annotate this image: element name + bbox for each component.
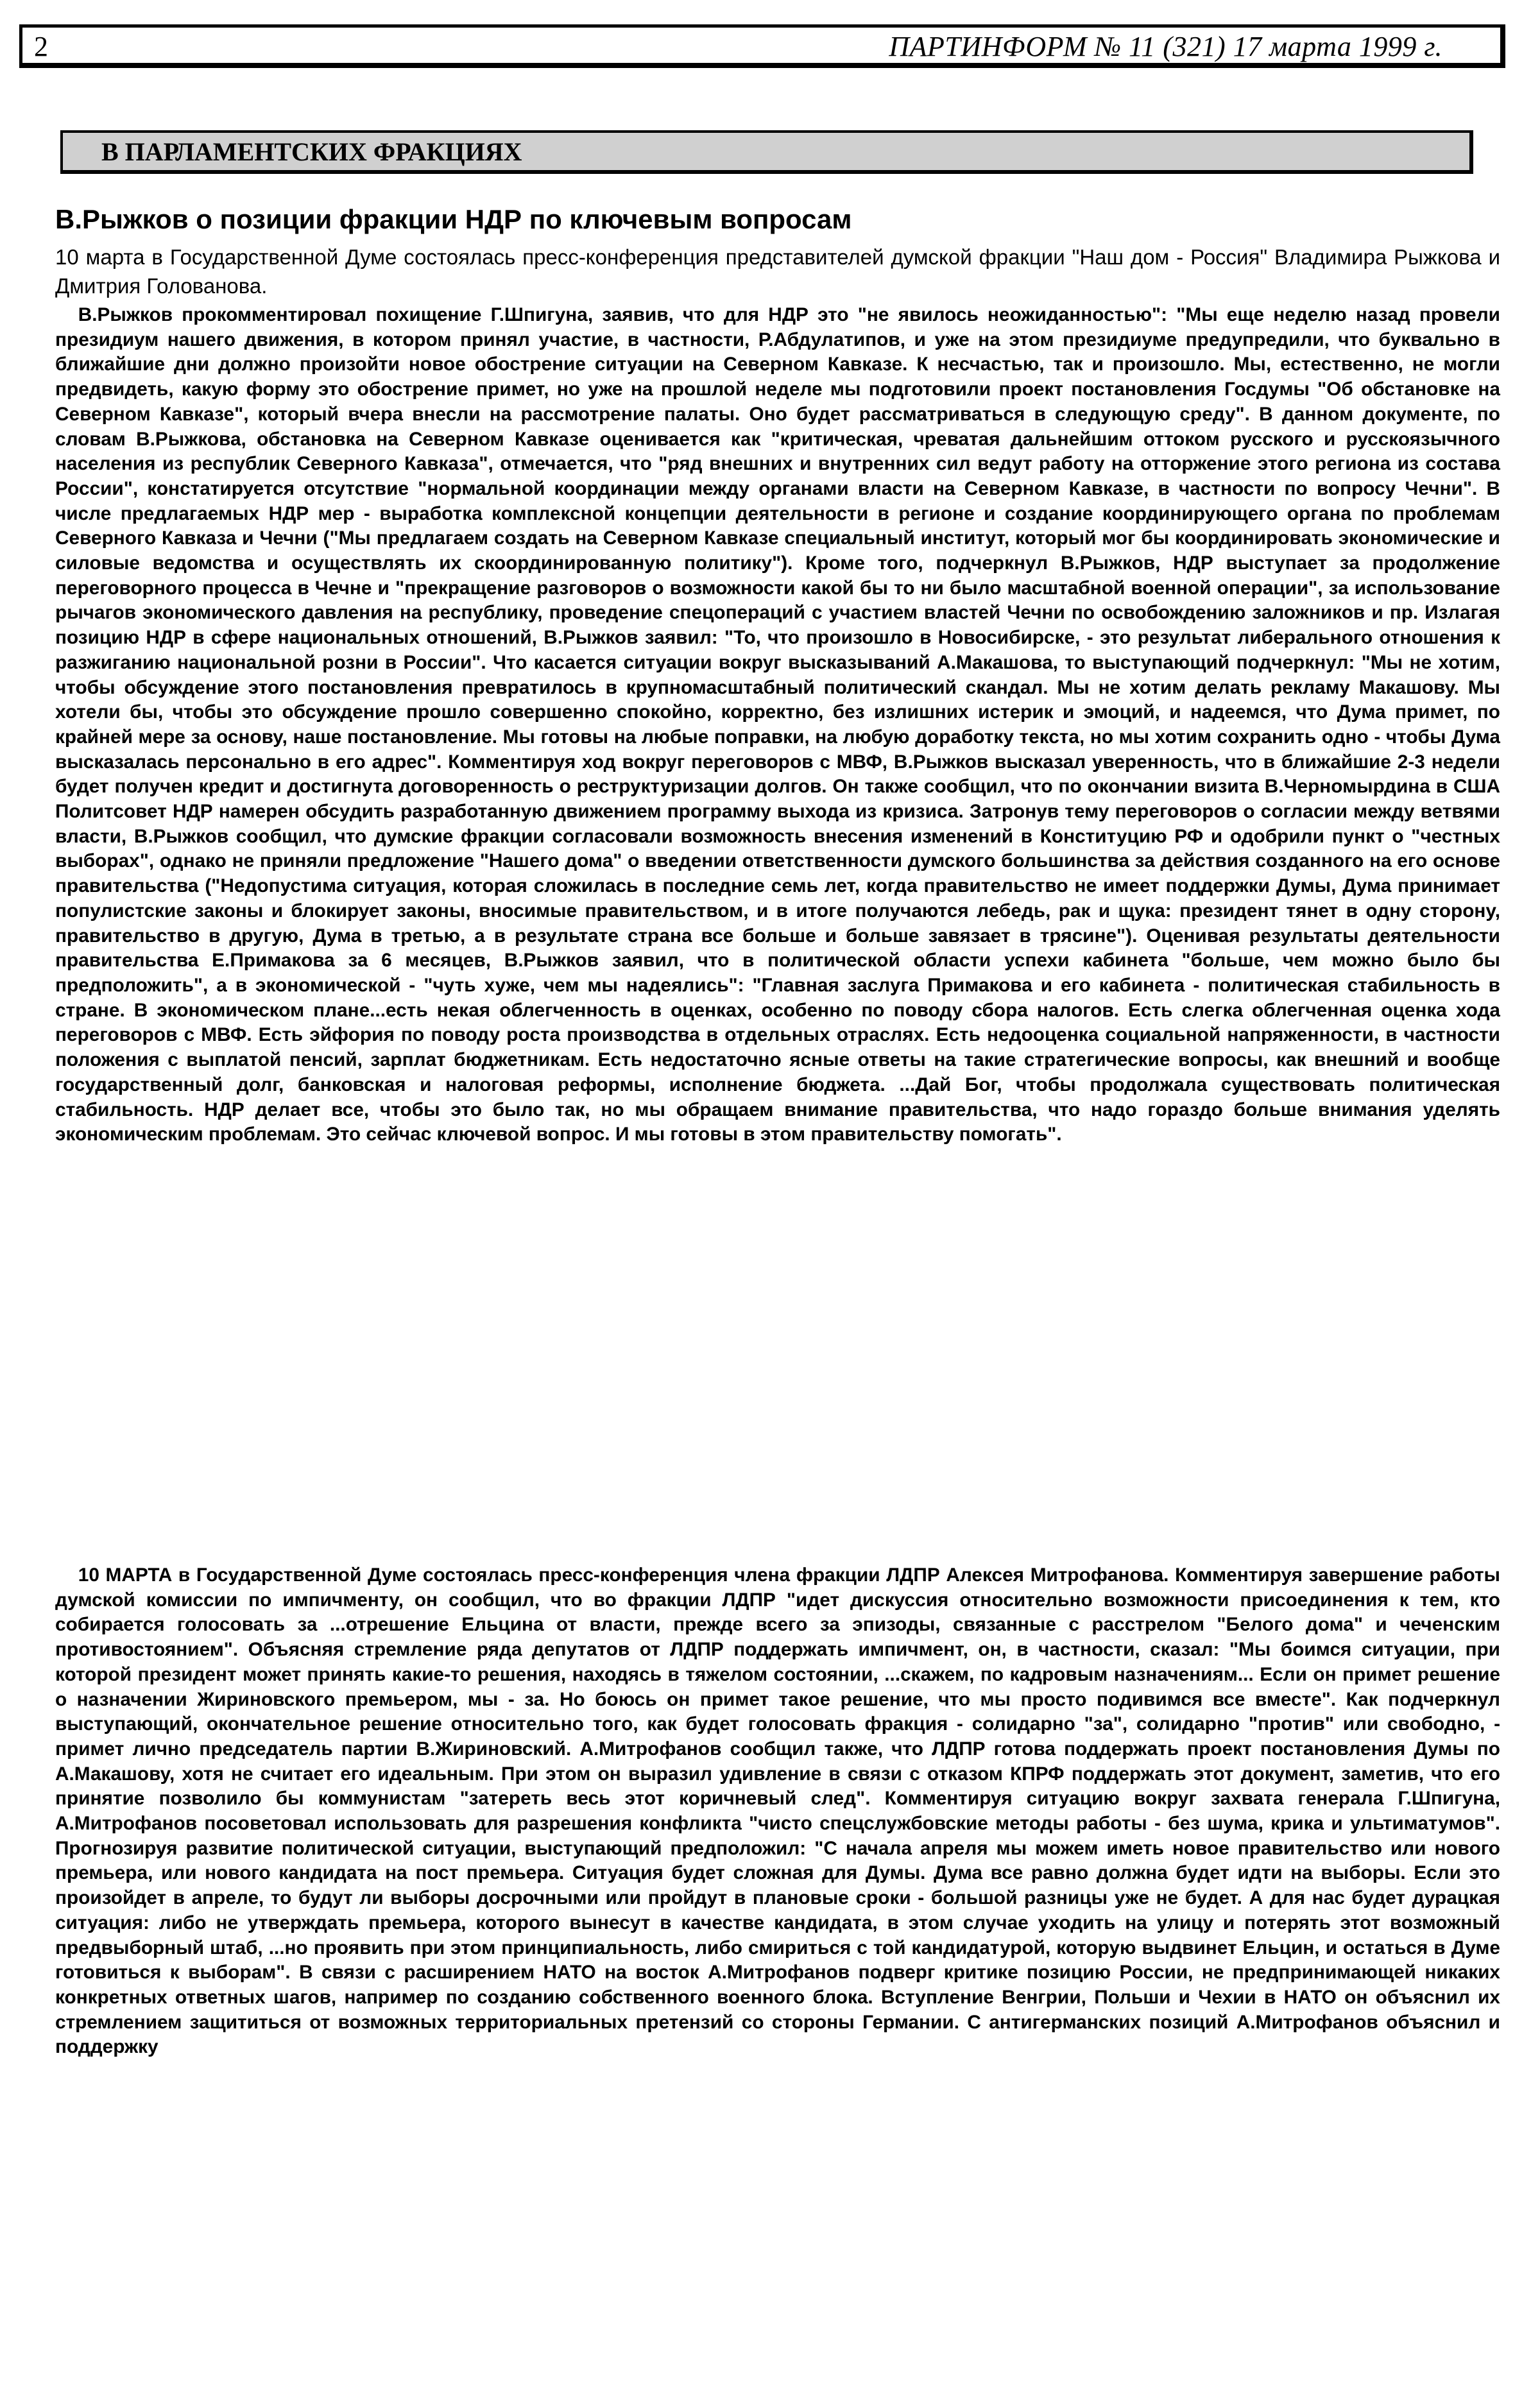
page-number: 2 bbox=[34, 31, 48, 62]
article-paragraph: В.Рыжков прокомментировал похищение Г.Шпигуна, заявив, что для НДР это "не явилось неожиданностью": "Мы еще неделю назад провели президиум нашего движения, в котором принял участие, в частности, Р.Абдулатипов, и уже на этом президиуме предупредили, что буквально в ближайшие дни должно произойти новое обострение ситуации на Северном Кавказе. К несчастью, так и произошло. Мы, естественно, не могли предвидеть, какую форму это обострение примет, но уже на прошлой неделе мы подготовили проект постановления Госдумы "Об обстановке на Северном Кавказе", который вчера внесли на рассмотрение палаты. Оно будет рассматриваться в следующую среду". В данном документе, по словам В.Рыжкова, обстановка на Северном Кавказе оценивается как "критическая, чреватая дальнейшим оттоком русского и русскоязычного населения из республик Северного Кавказа", отмечается, что "ряд внешних и внутренних сил ведут работу на отторжение этого региона из состава России", констатируется отсутствие "нормальной координации между органами власти на Северном Кавказе, в частности по вопросу Чечни". В числе предлагаемых НДР мер - выработка комплексной концепции деятельности в регионе и создание координирующего органа по проблемам Северного Кавказа и Чечни ("Мы предлагаем создать на Северном Кавказе специальный институт, который мог бы координировать экономические и силовые ведомства и осуществлять их скоординированную политику"). Кроме того, подчеркнул В.Рыжков, НДР выступает за продолжение переговорного процесса в Чечне и "прекращение разговоров о возможности какой бы то ни было масштабной военной операции", за использование рычагов экономического давления на республику, проведение спецопераций с участием властей Чечни по освобождению заложников и пр. Излагая позицию НДР в сфере национальных отношений, В.Рыжков заявил: "То, что произошло в Новосибирске, - это результат либерального отношения к разжиганию национальной розни в России". Что касается ситуации вокруг высказываний А.Макашова, то выступающий подчеркнул: "Мы не хотим, чтобы обсуждение этого постановления превратилось в крупномасштабный политический скандал. Мы не хотим делать рекламу Макашову. Мы хотели бы, чтобы это обсуждение прошло совершенно спокойно, корректно, без излишних истерик и эмоций, и надеемся, что Дума примет, по крайней мере за основу, наше постановление. Мы готовы на любые поправки, на любую доработку текста, но мы хотим сохранить одно - чтобы Дума высказалась персонально в его адрес". Комментируя ход вокруг переговоров с МВФ, В.Рыжков высказал уверенность, что в ближайшие 2-3 недели будет получен кредит и достигнута договоренность о реструктуризации долгов. Он также сообщил, что по окончании визита В.Черномырдина в США Политсовет НДР намерен обсудить разработанную движением программу выхода из кризиса. Затронув тему переговоров о согласии между ветвями власти, В.Рыжков сообщил, что думские фракции согласовали возможность внесения изменений в Конституцию РФ и одобрили пункт о "честных выборах", однако не приняли предложение "Нашего дома" о введении ответственности думского большинства за действия созданного на его основе правительства ("Недопустима ситуация, которая сложилась в последние семь лет, когда правительство не имеет поддержки Думы, Дума принимает популистские законы и блокирует законы, вносимые правительством, и в итоге получаются лебедь, рак и щука: президент тянет в одну сторону, правительство в другую, Дума в третью, а в результате страна все больше и больше завязает в трясине"). Оценивая результаты деятельности правительства Е.Примакова за 6 месяцев, В.Рыжков заявил, что в политической области успехи кабинета "больше, чем можно было бы предположить", а в экономической - "чуть хуже, чем мы надеялись": "Главная заслуга Примакова и его кабинета - политическая стабильность в стране. В экономическом плане...есть некая облегченность в оценках, особенно по поводу сбора налогов. Есть слегка облегченная оценка хода переговоров с МВФ. Есть эйфория по поводу роста производства в отдельных отраслях. Есть недооценка социальной напряженности, в частности положения с выплатой пенсий, зарплат бюджетникам. Есть недостаточно ясные ответы на такие стратегические вопросы, как внешний и вообще государственный долг, банковская и налоговая реформы, исполнение бюджета. ...Дай Бог, чтобы продолжала существовать политическая стабильность. НДР делает все, чтобы это было так, но мы обращаем внимание правительства, что надо гораздо больше внимания уделять экономическим проблемам. Это сейчас ключевой вопрос. И мы готовы в этом правительству помогать". bbox=[55, 304, 1500, 1145]
article-paragraph: 10 МАРТА в Государственной Думе состоялась пресс-конференция члена фракции ЛДПР Алексея Митрофанова. Комментируя завершение работы думской комиссии по импичменту, он сообщил, что во фракции ЛДПР "идет дискуссия относительно возможности присоединения к тем, кто собирается голосовать за ...отрешение Ельцина от власти, прежде всего за эпизоды, связанные с расстрелом "Белого дома" и чеченским противостоянием". Объясняя стремление ряда депутатов от ЛДПР поддержать импичмент, он, в частности, сказал: "Мы боимся ситуации, при которой президент может принять какие-то решения, находясь в тяжелом состоянии, ...скажем, по кадровым назначениям... Если он примет решение о назначении Жириновского премьером, мы - за. Но боюсь он примет такое решение, что мы просто подивимся все вместе". Как подчеркнул выступающий, окончательное решение относительно того, как будет голосовать фракция - солидарно "за", солидарно "против" или свободно, - примет лично председатель партии В.Жириновский. А.Митрофанов сообщил также, что ЛДПР готова поддержать проект постановления Думы по А.Макашову, хотя не считает его идеальным. При этом он выразил удивление в связи с отказом КПРФ поддержать этот документ, заметив, что его принятие позволило бы коммунистам "затереть весь этот коричневый след". Комментируя ситуацию вокруг захвата генерала Г.Шпигуна, А.Митрофанов посоветовал использовать для разрешения конфликта "чисто спецслужбовские методы работы - без шума, крика и ультиматумов". Прогнозируя развитие политической ситуации, выступающий предположил: "С начала апреля мы можем иметь новое правительство или нового премьера, или нового кандидата на пост премьера. Ситуация будет сложная для Думы. Дума все равно должна будет идти на выборы. Если это произойдет в апреле, то будут ли выборы досрочными или пройдут в плановые сроки - большой разницы уже не будет. А для нас будет дурацкая ситуация: либо не утверждать премьера, которого вынесут в качестве кандидата, в этом случае уходить на улицу и потерять этот возможный предвыборный штаб, ...но проявить при этом принципиальность, либо смириться с той кандидатурой, которую выдвинет Ельцин, и остаться в Думе готовиться к выборам". В связи с расширением НАТО на восток А.Митрофанов подверг критике позицию России, не предпринимающей никаких конкретных ответных шагов, например по созданию собственного военного блока. Вступление Венгрии, Польши и Чехии в НАТО он объяснил их стремлением защититься от возможных территориальных претензий со стороны Германии. С антигерманских позиций А.Митрофанов объяснил и поддержку bbox=[55, 1564, 1500, 2058]
section-title: В ПАРЛАМЕНТСКИХ ФРАКЦИЯХ bbox=[101, 137, 522, 166]
publication-title: ПАРТИНФОРМ № 11 (321) 17 марта 1999 г. bbox=[889, 31, 1442, 62]
article-headline: В.Рыжков о позиции фракции НДР по ключевым вопросам bbox=[55, 204, 852, 234]
page-header bbox=[19, 24, 1505, 68]
section-banner bbox=[60, 130, 1473, 174]
article-lead: 10 марта в Государственной Думе состоялась пресс-конференция представителей думской фракции "Наш дом - Россия" Владимира Рыжкова и Дмитрия Голованова. bbox=[55, 245, 1500, 298]
